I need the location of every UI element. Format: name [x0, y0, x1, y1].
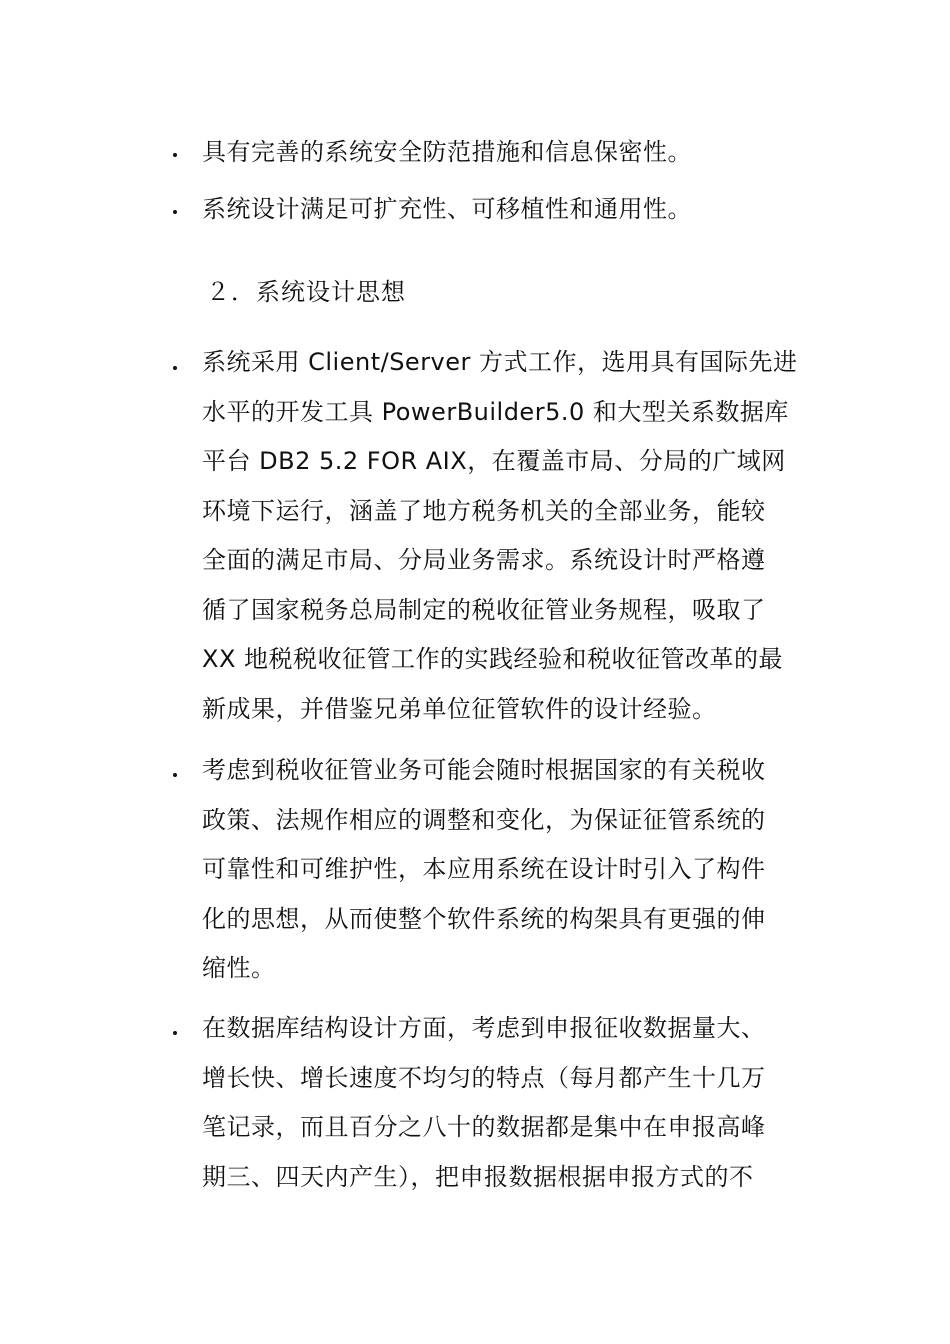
text-line: 水平的开发工具 PowerBuilder5.0 和大型关系数据库	[202, 397, 789, 426]
text-line: 新成果，并借鉴兄弟单位征管软件的设计经验。	[202, 694, 717, 723]
text-line: 可靠性和可维护性，本应用系统在设计时引入了构件	[202, 855, 766, 883]
paragraph-client-server	[202, 338, 808, 734]
text-line: 环境下运行，涵盖了地方税务机关的全部业务，能较	[202, 496, 766, 525]
text-line: 系统设计满足可扩充性、可移植性和通用性。	[202, 195, 692, 223]
text-line: 缩性。	[202, 954, 276, 982]
text-line: 考虑到税收征管业务可能会随时根据国家的有关税收	[202, 756, 766, 784]
paragraph-component-design	[202, 746, 808, 994]
bullet-dot	[171, 364, 179, 372]
text-line: 政策、法规作相应的调整和变化，为保证征管系统的	[202, 805, 766, 834]
text-line: 笔记录，而且百分之八十的数据都是集中在申报高峰	[202, 1113, 766, 1141]
bullet-extensibility	[202, 185, 808, 235]
text-line: 循了国家税务总局制定的税收征管业务规程，吸取了	[202, 595, 766, 624]
text-line: 化的思想，从而使整个软件系统的构架具有更强的伸	[202, 904, 766, 933]
bullet-dot	[171, 1029, 179, 1037]
text-line: 平台 DB2 5.2 FOR AIX，在覆盖市局、分局的广域网	[202, 447, 786, 475]
bullet-dot	[171, 151, 179, 159]
text-line: 期三、四天内产生），把申报数据根据申报方式的不	[202, 1162, 754, 1191]
text-line: 全面的满足市局、分局业务需求。系统设计时严格遵	[202, 546, 766, 574]
section-heading: ２．系统设计思想	[206, 278, 406, 306]
bullet-dot	[171, 208, 179, 216]
paragraph-database-design	[202, 1004, 808, 1202]
text-line: 在数据库结构设计方面，考虑到申报征收数据量大、	[202, 1014, 766, 1042]
bullet-security	[202, 128, 808, 178]
bullet-dot	[171, 771, 179, 779]
text-line: 增长快、增长速度不均匀的特点（每月都产生十几万	[202, 1063, 766, 1092]
text-line: XX 地税税收征管工作的实践经验和税收征管改革的最	[202, 645, 784, 673]
text-line: 系统采用 Client/Server 方式工作，选用具有国际先进	[202, 348, 798, 376]
text-line: 具有完善的系统安全防范措施和信息保密性。	[202, 138, 692, 166]
